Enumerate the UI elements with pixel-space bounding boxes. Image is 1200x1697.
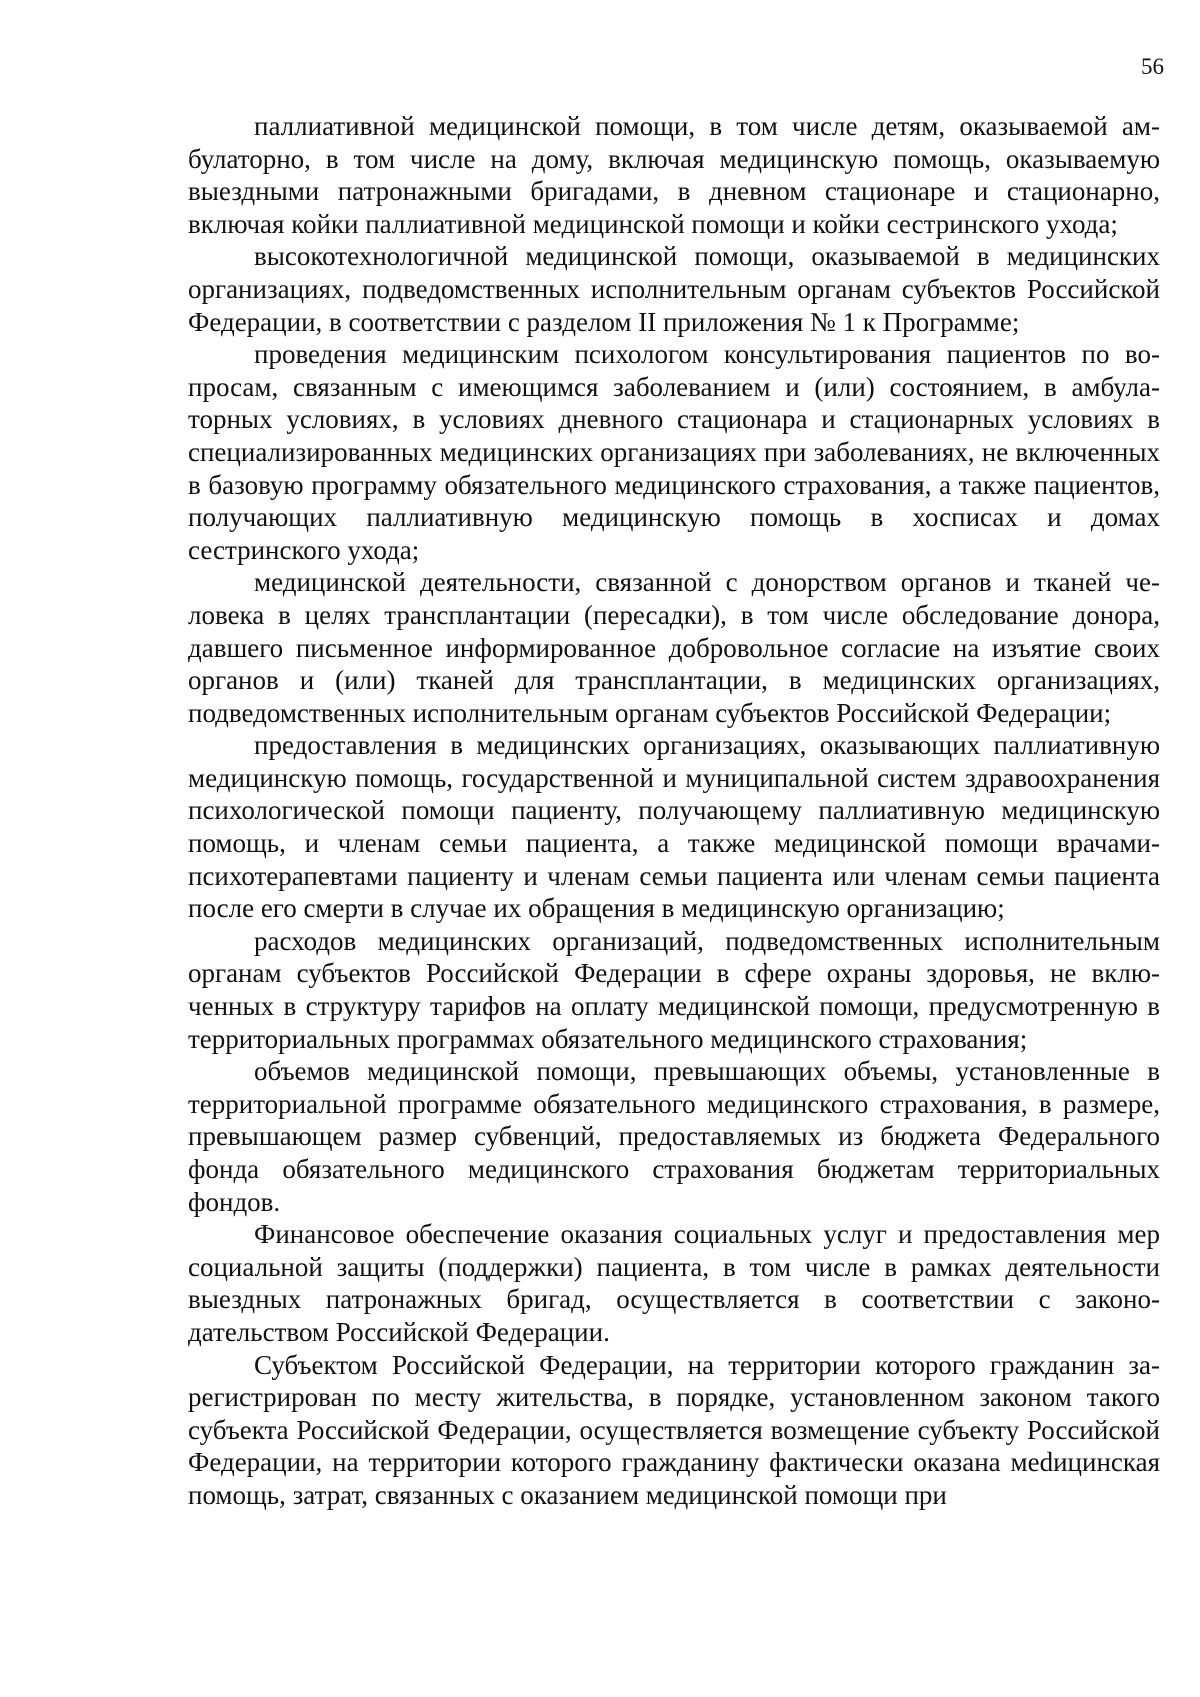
paragraph-psychologist-consulting: проведения медицинским психологом консультирования пациентов по вопросам, связанным с имеющимся заболеванием и (или) состоянием, в амбулаторных условиях, в условиях дневного стационара и стационарных условиях в специализированных медицинских организациях при заболеваниях, не включенных в базовую программу обязательного медицинского страхования, а также пациентов, получающих паллиативную медицинскую помощь в хосписах и домах сестринского ухода; — [188, 339, 1160, 565]
paragraph-social-services-funding: Финансовое обеспечение оказания социальных услуг и предоставления мер социальной защиты (поддержки) пациента, в том числе в рамках деятельности выездных патронажных бригад, осуществляется в соответствии с законодательством Российской Федерации. — [188, 1219, 1160, 1347]
paragraph-excess-volumes: объемов медицинской помощи, превышающих объемы, установленные в территориальной программе обязательного медицинского страхования, в размере, превышающем размер субвенций, предоставляемых из бюджета Федерального фонда обязательного медицинского страхования бюджетам территориальных фондов. — [188, 1056, 1160, 1217]
paragraph-organization-expenses: расходов медицинских организаций, подведомственных исполнительным органам субъектов Российской Федерации в сфере охраны здоровья, не включенных в структуру тарифов на оплату медицинской помощи, предусмотренную в территориальных программах обязательного медицинского страхования; — [188, 925, 1160, 1054]
paragraph-palliative-care: паллиативной медицинской помощи, в том числе детям, оказываемой амбулаторно, в том числе на дому, включая медицинскую помощь, оказываемую выездными патронажными бригадами, в дневном стационаре и стационарно, включая койки паллиативной медицинской помощи и койки сестринского ухода; — [188, 111, 1160, 239]
paragraph-organ-donation: медицинской деятельности, связанной с донорством органов и тканей человека в целях трансплантации (пересадки), в том числе обследование донора, давшего письменное информированное добровольное согласие на изъятие своих органов и (или) тканей для трансплантации, в медицинских организациях, подведомственных исполнительным органам субъектов Российской Федерации; — [188, 567, 1160, 728]
document-body — [188, 110, 1160, 1512]
paragraph-cost-reimbursement: Субъектом Российской Федерации, на территории которого гражданин зарегистрирован по месту жительства, в порядке, установленном законом такого субъекта Российской Федерации, осуществляется возмещение субъекту Российской Федерации, на территории которого гражданину фактически оказана меdицинская помощь, затрат, связанных с оказанием медицинской помощи при — [188, 1349, 1160, 1510]
paragraph-high-tech-care: высокотехнологичной медицинской помощи, оказываемой в медицинских организациях, подведомственных исполнительным органам субъектов Российской Федерации, в соответствии с разделом II приложения № 1 к Программе; — [188, 241, 1160, 337]
paragraph-psychological-help: предоставления в медицинских организациях, оказывающих паллиативную медицинскую помощь, государственной и муниципальной систем здравоохранения психологической помощи пациенту, получающему паллиативную медицинскую помощь, и членам семьи пациента, а также медицинской помощи врачами-психотерапевтами пациенту и членам семьи пациента или членам семьи пациента после его смерти в случае их обращения в медицинскую организацию; — [188, 730, 1160, 924]
page-number: 56 — [1141, 54, 1164, 79]
